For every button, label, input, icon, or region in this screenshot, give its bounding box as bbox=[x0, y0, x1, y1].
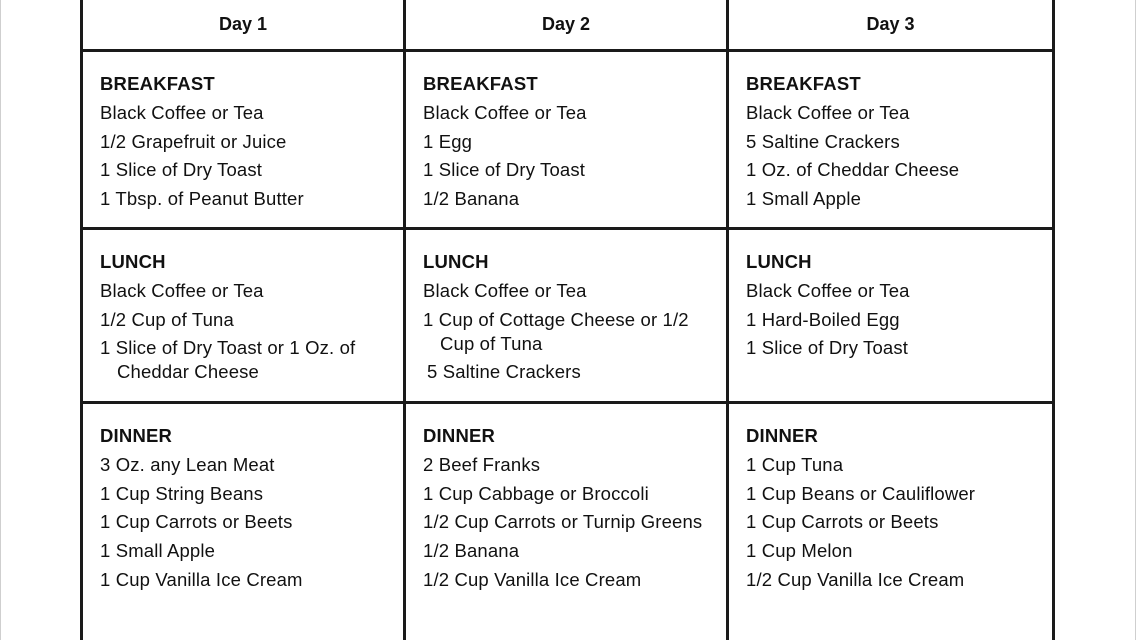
meal-title: LUNCH bbox=[100, 251, 166, 272]
meal-item: 1 Oz. of Cheddar Cheese bbox=[746, 159, 960, 181]
meal-item: Black Coffee or Tea bbox=[100, 280, 264, 301]
meal-title: LUNCH bbox=[746, 251, 812, 272]
dinner-day-2-cell bbox=[406, 404, 729, 640]
meal-item: 3 Oz. any Lean Meat bbox=[100, 454, 275, 475]
meal-title: DINNER bbox=[100, 425, 173, 446]
meal-title: BREAKFAST bbox=[423, 73, 538, 94]
left-edge-line bbox=[0, 0, 1, 640]
meal-item: 1 Cup Beans or Cauliflower bbox=[746, 482, 976, 504]
meal-item: 1 Tbsp. of Peanut Butter bbox=[100, 188, 304, 210]
meal-item: 1 Slice of Dry Toast bbox=[100, 159, 263, 181]
meal-item: 1/2 Cup of Tuna bbox=[100, 308, 234, 330]
meal-item: 1/2 Grapefruit or Juice bbox=[100, 130, 287, 152]
meal-item: Black Coffee or Tea bbox=[746, 102, 910, 123]
meal-item: Black Coffee or Tea bbox=[100, 102, 264, 123]
meal-item: 1/2 Cup Vanilla Ice Cream bbox=[423, 568, 642, 590]
meal-item: 1 Cup String Beans bbox=[100, 482, 264, 504]
meal-item: 1 Cup Carrots or Beets bbox=[746, 511, 939, 533]
meal-item: Black Coffee or Tea bbox=[746, 280, 910, 301]
header-day-3: Day 3 bbox=[729, 0, 1052, 52]
breakfast-day-3-cell bbox=[729, 52, 1052, 230]
meal-item: 1 Cup Tuna bbox=[746, 454, 844, 475]
meal-item: 1 Cup of Cottage Cheese or 1/2 Cup of Tuna bbox=[423, 308, 689, 354]
meal-item: 1 Small Apple bbox=[746, 188, 862, 210]
dinner-day-1-cell bbox=[83, 404, 406, 640]
meal-title: DINNER bbox=[746, 425, 819, 446]
meal-item: 1 Cup Melon bbox=[746, 540, 853, 562]
meal-item: 1 Egg bbox=[423, 130, 473, 152]
lunch-day-3-cell bbox=[729, 230, 1052, 404]
meal-item: 2 Beef Franks bbox=[423, 454, 541, 475]
meal-title: BREAKFAST bbox=[100, 73, 215, 94]
meal-item: 1 Cup Cabbage or Broccoli bbox=[423, 482, 649, 504]
meal-title: DINNER bbox=[423, 425, 496, 446]
header-day-2: Day 2 bbox=[406, 0, 729, 52]
meal-item: 1 Small Apple bbox=[100, 540, 216, 562]
meal-item: 1/2 Cup Vanilla Ice Cream bbox=[746, 568, 965, 590]
meal-item: 5 Saltine Crackers bbox=[746, 130, 900, 152]
meal-item: 1/2 Cup Carrots or Turnip Greens bbox=[423, 511, 703, 533]
meal-item: Black Coffee or Tea bbox=[423, 280, 587, 301]
meal-item: 1 Slice of Dry Toast bbox=[423, 159, 586, 181]
meal-item: 5 Saltine Crackers bbox=[427, 361, 581, 383]
meal-title: LUNCH bbox=[423, 251, 489, 272]
meal-item: 1 Slice of Dry Toast or 1 Oz. of Cheddar Cheese bbox=[100, 337, 356, 383]
meal-item: 1 Hard-Boiled Egg bbox=[746, 308, 900, 330]
meal-title: BREAKFAST bbox=[746, 73, 861, 94]
header-day-1: Day 1 bbox=[83, 0, 406, 52]
meal-item: 1 Slice of Dry Toast bbox=[746, 337, 909, 359]
lunch-day-2-cell bbox=[406, 230, 729, 404]
meal-plan-table bbox=[80, 0, 1055, 640]
lunch-day-1-cell bbox=[83, 230, 406, 404]
meal-item: 1/2 Banana bbox=[423, 540, 520, 562]
meal-item: Black Coffee or Tea bbox=[423, 102, 587, 123]
breakfast-day-1-cell bbox=[83, 52, 406, 230]
meal-item: 1 Cup Carrots or Beets bbox=[100, 511, 293, 533]
meal-item: 1 Cup Vanilla Ice Cream bbox=[100, 568, 303, 590]
breakfast-day-2-cell bbox=[406, 52, 729, 230]
dinner-day-3-cell bbox=[729, 404, 1052, 640]
meal-item: 1/2 Banana bbox=[423, 188, 520, 210]
